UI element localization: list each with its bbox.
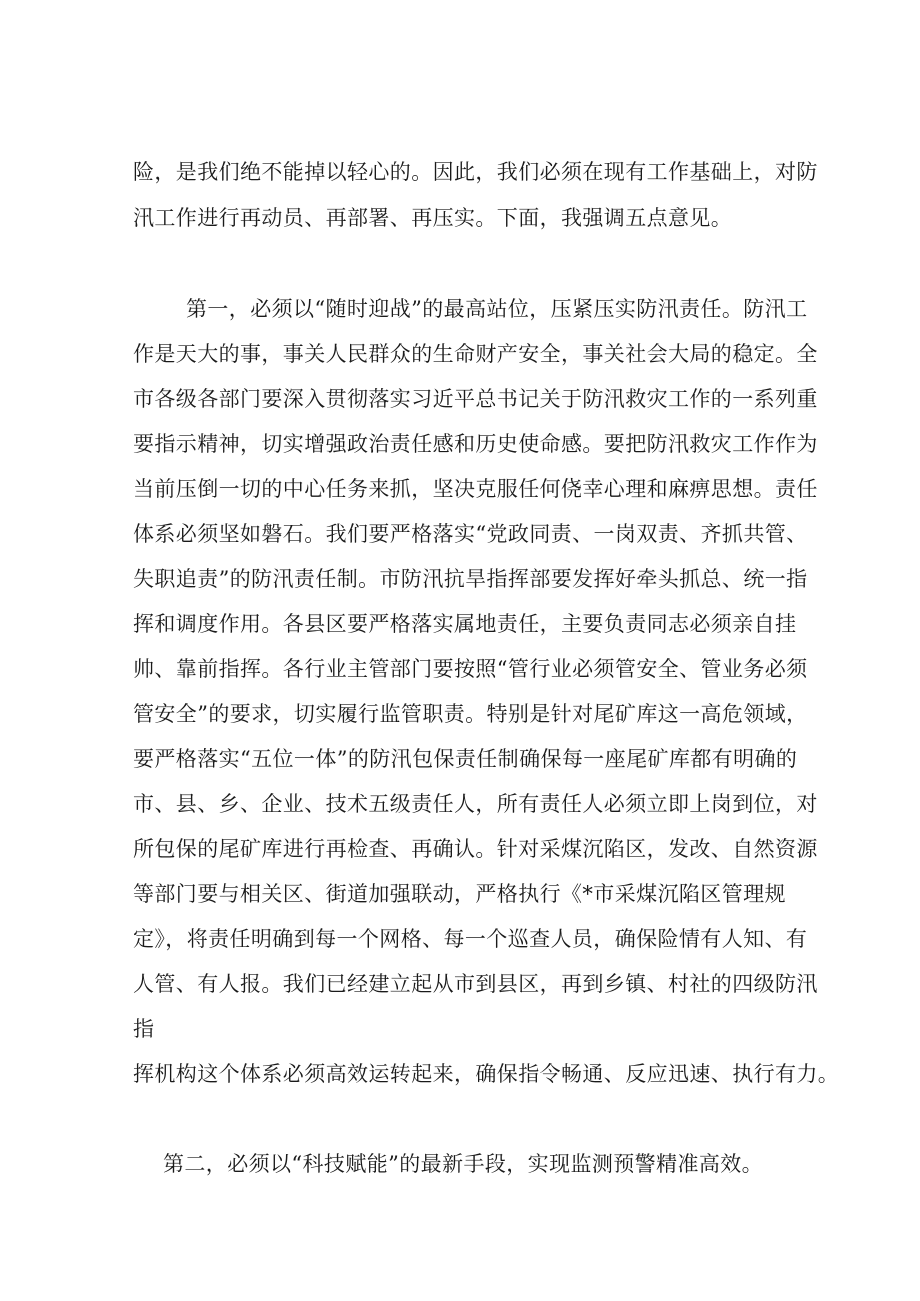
paragraph-first-line: 第二，必须以“科技赋能”的最新手段，实现监测预警精准高效。 [163, 1152, 764, 1176]
text-line: 所包保的尾矿库进行再检查、再确认。针对采煤沉陷区，发改、自然资源 [133, 837, 818, 861]
text-line: 等部门要与相关区、街道加强联动，严格执行《*市采煤沉陷区管理规 [133, 882, 786, 906]
text-line: 失职追责”的防汛责任制。市防汛抗旱指挥部要发挥好牵头抓总、统一指 [133, 567, 808, 591]
text-line: 险，是我们绝不能掉以轻心的。因此，我们必须在现有工作基础上，对防 [133, 160, 818, 184]
text-line: 体系必须坚如磐石。我们要严格落实“党政同责、一岗双责、齐抓共管、 [133, 522, 808, 546]
text-line: 挥和调度作用。各县区要严格落实属地责任，主要负责同志必须亲自挂 [133, 612, 797, 636]
text-line: 人管、有人报。我们已经建立起从市到县区，再到乡镇、村社的四级防汛 [133, 972, 818, 996]
text-line: 要严格落实“五位一体”的防汛包保责任制确保每一座尾矿库都有明确的 [133, 747, 798, 771]
paragraph-first-line: 第一，必须以“随时迎战”的最高站位，压紧压实防汛责任。防汛工 [186, 297, 808, 321]
text-line: 汛工作进行再动员、再部署、再压实。下面，我强调五点意见。 [133, 206, 733, 230]
text-line: 要指示精神，切实增强政治责任感和历史使命感。要把防汛救灾工作作为 [133, 432, 818, 456]
text-line: 市、县、乡、企业、技术五级责任人，所有责任人必须立即上岗到位，对 [133, 792, 818, 816]
text-line: 帅、靠前指挥。各行业主管部门要按照“管行业必须管安全、管业务必须 [133, 657, 808, 681]
text-line: 当前压倒一切的中心任务来抓，坚决克服任何侥幸心理和麻痹思想。责任 [133, 477, 818, 501]
text-line: 作是天大的事，事关人民群众的生命财产安全，事关社会大局的稳定。全 [133, 342, 818, 366]
text-line: 定》，将责任明确到每一个网格、每一个巡查人员，确保险情有人知、有 [133, 927, 808, 951]
text-line: 管安全”的要求，切实履行监管职责。特别是针对尾矿库这一高危领域， [133, 702, 808, 726]
text-line: 指 [133, 1017, 155, 1041]
text-line: 挥机构这个体系必须高效运转起来，确保指令畅通、反应迅速、执行有力。 [133, 1062, 840, 1086]
text-line: 市各级各部门要深入贯彻落实习近平总书记关于防汛救灾工作的一系列重 [133, 387, 818, 411]
